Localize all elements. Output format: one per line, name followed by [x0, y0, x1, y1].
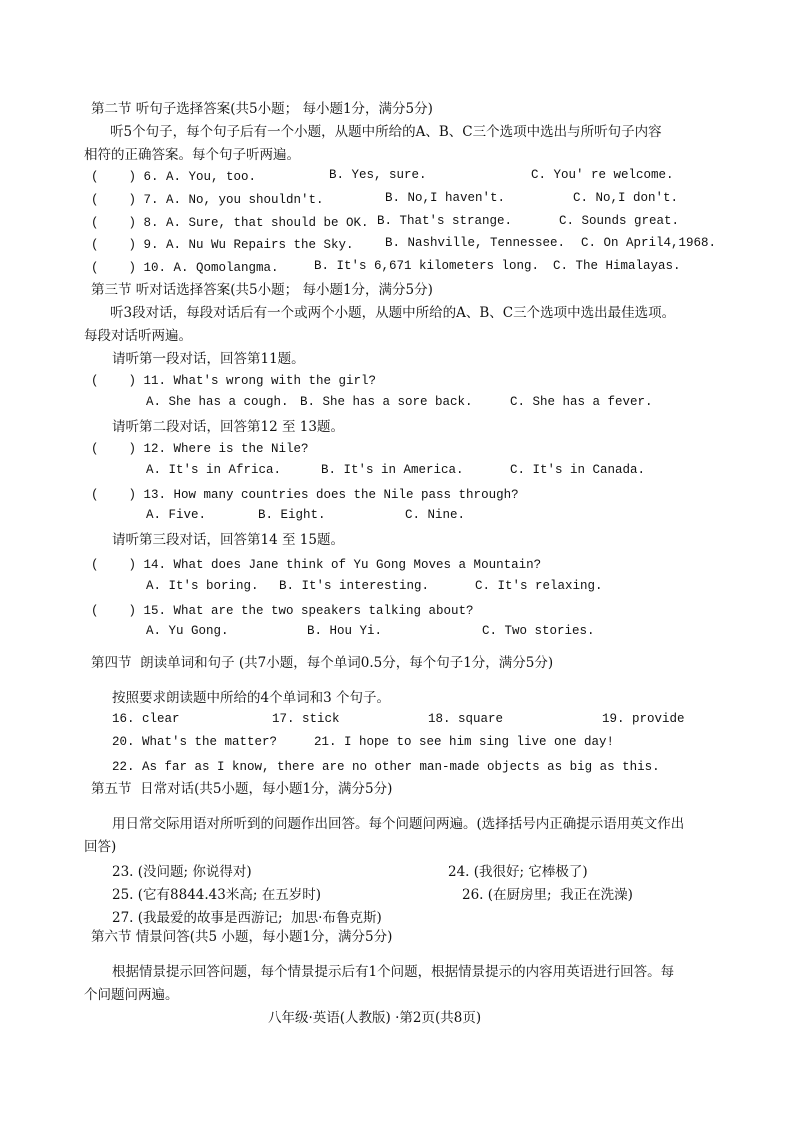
section-6-instruction-cont: 个问题问两遍。	[84, 987, 179, 1003]
section-3-heading: 第三节 听对话选择答案(共5小题； 每小题1分，满分5分)	[91, 282, 433, 298]
prompt-27: 27. (我最爱的故事是西游记; 加思·布鲁克斯)	[112, 910, 382, 926]
question-6: ( ) 6. A. You, too.	[91, 170, 257, 184]
question-14-option-c: C. It's relaxing.	[475, 579, 603, 593]
word-16: 16. clear	[112, 712, 180, 726]
question-7: ( ) 7. A. No, you shouldn't.	[91, 193, 324, 207]
question-13: ( ) 13. How many countries does the Nile pass through?	[91, 488, 519, 502]
page-footer: 八年级·英语(人教版) ·第2页(共8页)	[268, 1010, 482, 1026]
section-5-instruction-cont: 回答)	[84, 839, 117, 855]
question-10-option-b: B. It's 6,671 kilometers long.	[314, 259, 540, 273]
question-11-option-a: A. She has a cough.	[146, 395, 289, 409]
prompt-25: 25. (它有8844.43米高; 在五岁时)	[112, 887, 321, 903]
question-12-option-c: C. It's in Canada.	[510, 463, 646, 477]
section-5-instruction: 用日常交际用语对所听到的问题作出回答。每个问题问两遍。(选择括号内正确提示语用英文作出	[112, 816, 685, 832]
word-18: 18. square	[428, 712, 504, 726]
question-15-option-c: C. Two stories.	[482, 624, 595, 638]
word-19: 19. provide	[602, 712, 685, 726]
question-8: ( ) 8. A. Sure, that should be OK.	[91, 216, 369, 230]
question-13-option-b: B. Eight.	[258, 508, 326, 522]
section-2-instruction-cont: 相符的正确答案。每个句子听两遍。	[84, 147, 300, 163]
section-4-heading: 第四节 朗读单词和句子 (共7小题，每个单词0.5分，每个句子1分，满分5分)	[91, 655, 554, 671]
sentence-21: 21. I hope to see him sing live one day!	[314, 735, 615, 749]
question-11-option-c: C. She has a fever.	[510, 395, 653, 409]
section-2-heading: 第二节 听句子选择答案(共5小题； 每小题1分，满分5分)	[91, 101, 433, 117]
question-15-option-b: B. Hou Yi.	[307, 624, 383, 638]
question-8-option-c: C. Sounds great.	[559, 214, 680, 228]
prompt-23: 23. (没问题; 你说得对)	[112, 864, 252, 880]
question-9-option-b: B. Nashville, Tennessee.	[385, 236, 566, 250]
section-2-instruction: 听5个句子，每个句子后有一个小题，从题中所给的A、B、C三个选项中选出与所听句子内容	[110, 124, 662, 140]
dialogue-2-prompt: 请听第二段对话，回答第12 至 13题。	[112, 419, 344, 435]
section-6-instruction: 根据情景提示回答问题，每个情景提示后有1个问题，根据情景提示的内容用英语进行回答。每	[112, 964, 675, 980]
section-5-heading: 第五节 日常对话(共5小题，每小题1分，满分5分)	[91, 781, 393, 797]
question-12-option-a: A. It's in Africa.	[146, 463, 282, 477]
question-9-option-c: C. On April4,1968.	[581, 236, 717, 250]
section-3-instruction-cont: 每段对话听两遍。	[84, 328, 192, 344]
sentence-22: 22. As far as I know, there are no other man-made objects as big as this.	[112, 760, 660, 774]
question-11-option-b: B. She has a sore back.	[300, 395, 473, 409]
section-6-heading: 第六节 情景问答(共5 小题，每小题1分，满分5分)	[91, 929, 393, 945]
question-6-option-b: B. Yes, sure.	[329, 168, 427, 182]
dialogue-1-prompt: 请听第一段对话，回答第11题。	[112, 351, 305, 367]
question-15: ( ) 15. What are the two speakers talking about?	[91, 604, 474, 618]
sentence-20: 20. What's the matter?	[112, 735, 278, 749]
section-4-instruction: 按照要求朗读题中所给的4个单词和3 个句子。	[112, 690, 390, 706]
question-15-option-a: A. Yu Gong.	[146, 624, 229, 638]
question-9: ( ) 9. A. Nu Wu Repairs the Sky.	[91, 238, 354, 252]
question-12-option-b: B. It's in America.	[321, 463, 464, 477]
question-14: ( ) 14. What does Jane think of Yu Gong Moves a Mountain?	[91, 558, 542, 572]
question-8-option-b: B. That's strange.	[377, 214, 513, 228]
question-12: ( ) 12. Where is the Nile?	[91, 442, 309, 456]
question-14-option-b: B. It's interesting.	[279, 579, 430, 593]
question-13-option-a: A. Five.	[146, 508, 207, 522]
question-10: ( ) 10. A. Qomolangma.	[91, 261, 279, 275]
word-17: 17. stick	[272, 712, 340, 726]
dialogue-3-prompt: 请听第三段对话，回答第14 至 15题。	[112, 532, 344, 548]
question-11: ( ) 11. What's wrong with the girl?	[91, 374, 377, 388]
question-7-option-c: C. No,I don't.	[573, 191, 679, 205]
prompt-26: 26. (在厨房里; 我正在洗澡)	[462, 887, 633, 903]
question-13-option-c: C. Nine.	[405, 508, 466, 522]
prompt-24: 24. (我很好; 它棒极了)	[448, 864, 588, 880]
question-10-option-c: C. The Himalayas.	[553, 259, 681, 273]
section-3-instruction: 听3段对话，每段对话后有一个或两个小题，从题中所给的A、B、C三个选项中选出最佳选项。	[110, 305, 676, 321]
question-6-option-c: C. You' re welcome.	[531, 168, 674, 182]
question-7-option-b: B. No,I haven't.	[385, 191, 506, 205]
question-14-option-a: A. It's boring.	[146, 579, 259, 593]
